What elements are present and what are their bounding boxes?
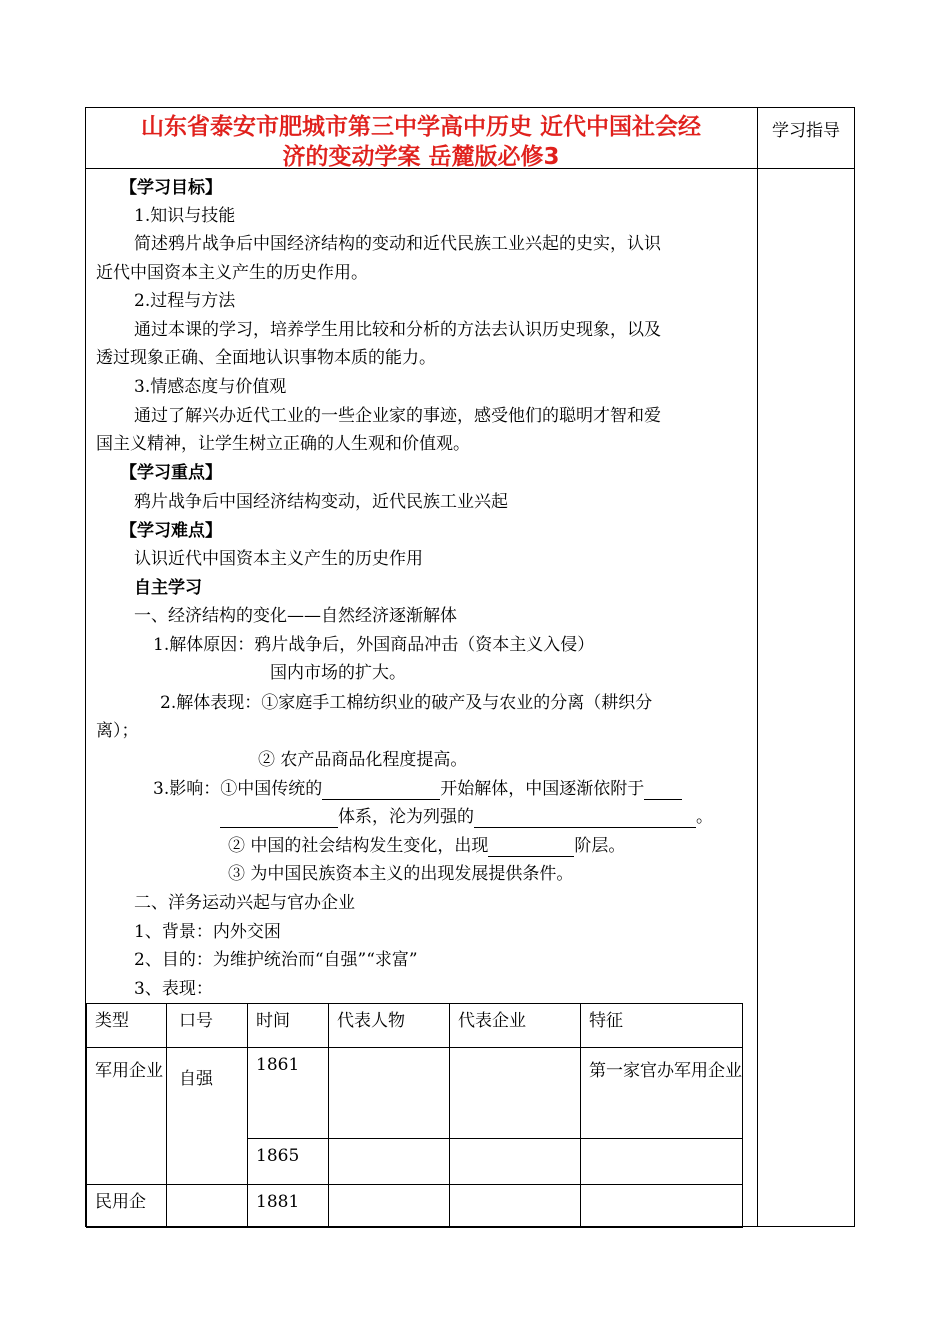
- cell-feature[interactable]: [581, 1185, 743, 1228]
- s1-effect-a-part1: 3.影响：①中国传统的: [153, 779, 323, 799]
- cell-feature: 第一家官办军用企业: [581, 1048, 743, 1139]
- blank-input-1[interactable]: [322, 781, 440, 800]
- cell-feature[interactable]: [581, 1139, 743, 1185]
- cell-time: 1865: [248, 1139, 329, 1185]
- table-header-row: [87, 1004, 743, 1048]
- blank-input-4[interactable]: [488, 838, 574, 857]
- cell-enterprise[interactable]: [450, 1185, 581, 1228]
- goal1-text-a: 简述鸦片战争后中国经济结构的变动和近代民族工业兴起的史实，认识: [134, 234, 661, 254]
- section1-title: 一、经济结构的变化——自然经济逐渐解体: [134, 606, 457, 626]
- cell-type-civil: 民用企: [87, 1185, 167, 1228]
- s1-effect-c-part1: ② 中国的社会结构发生变化，出现: [228, 836, 489, 856]
- enterprise-table: [86, 1003, 743, 1228]
- title-line-2: 济的变动学案 岳麓版必修3: [282, 144, 560, 170]
- self-study-heading: 自主学习: [134, 578, 202, 598]
- goal2-text-b: 透过现象正确、全面地认识事物本质的能力。: [96, 348, 436, 368]
- table-row: [87, 1185, 743, 1228]
- goal1-text-b: 近代中国资本主义产生的历史作用。: [96, 263, 368, 283]
- goals-heading: 【学习目标】: [120, 178, 222, 198]
- s1-effect-b-part2: 。: [696, 807, 713, 827]
- goal1-title: 1.知识与技能: [134, 206, 236, 226]
- blank-input-2b[interactable]: [220, 809, 338, 828]
- header-feature: 特征: [581, 1004, 743, 1048]
- goal2-text-a: 通过本课的学习，培养学生用比较和分析的方法去认识历史现象，以及: [134, 320, 661, 340]
- cell-slogan: 自强: [167, 1048, 248, 1185]
- s1-cause-b: 国内市场的扩大。: [270, 663, 406, 683]
- cell-person[interactable]: [329, 1139, 450, 1185]
- blank-input-3[interactable]: [474, 809, 696, 828]
- s1-cause-a: 1.解体原因：鸦片战争后，外国商品冲击（资本主义入侵）: [153, 635, 595, 655]
- title-line-1: 山东省泰安市肥城市第三中学高中历史 近代中国社会经: [140, 114, 701, 140]
- cell-slogan[interactable]: [167, 1185, 248, 1228]
- s1-effect-b-part1: 体系，沦为列强的: [338, 807, 474, 827]
- s1-effect-c: [228, 835, 625, 857]
- s1-effect-a-part2: 开始解体，中国逐渐依附于: [440, 779, 645, 799]
- cell-time: 1861: [248, 1048, 329, 1139]
- s1-effect-b: [220, 806, 713, 828]
- s1-show-c: ② 农产品商品化程度提高。: [258, 750, 468, 770]
- cell-time: 1881: [248, 1185, 329, 1228]
- cell-enterprise[interactable]: [450, 1048, 581, 1139]
- s2-purpose: 2、目的：为维护统治而“自强”“求富”: [134, 950, 418, 970]
- difficulty-text: 认识近代中国资本主义产生的历史作用: [134, 549, 423, 569]
- table-row: [87, 1048, 743, 1139]
- s2-background: 1、背景：内外交困: [134, 922, 281, 942]
- difficulty-heading: 【学习难点】: [120, 521, 222, 541]
- s1-effect-d: ③ 为中国民族资本主义的出现发展提供条件。: [228, 864, 574, 884]
- column-divider: [757, 107, 758, 1227]
- goal3-title: 3.情感态度与价值观: [134, 377, 287, 397]
- goal3-text-b: 国主义精神，让学生树立正确的人生观和价值观。: [96, 434, 470, 454]
- key-points-heading: 【学习重点】: [120, 463, 222, 483]
- blank-input-2a[interactable]: [644, 781, 682, 800]
- s1-show-b: 离）；: [96, 721, 139, 741]
- goal2-title: 2.过程与方法: [134, 291, 236, 311]
- key-points-text: 鸦片战争后中国经济结构变动，近代民族工业兴起: [134, 492, 508, 512]
- goal3-text-a: 通过了解兴办近代工业的一些企业家的事迹，感受他们的聪明才智和爱: [134, 406, 661, 426]
- s1-show-a: 2.解体表现：①家庭手工棉纺织业的破产及与农业的分离（耕织分: [160, 693, 653, 713]
- header-time: 时间: [248, 1004, 329, 1048]
- cell-person[interactable]: [329, 1048, 450, 1139]
- cell-enterprise[interactable]: [450, 1139, 581, 1185]
- header-slogan: 口号: [167, 1004, 248, 1048]
- s2-manifestation: 3、表现：: [134, 979, 213, 999]
- guide-column-header: 学习指导: [772, 121, 840, 141]
- s1-effect-a: [153, 778, 682, 800]
- cell-type-military: 军用企业: [87, 1048, 167, 1185]
- header-enterprise: 代表企业: [450, 1004, 581, 1048]
- s1-effect-c-part2: 阶层。: [574, 836, 626, 856]
- document-title: [90, 112, 752, 172]
- header-person: 代表人物: [329, 1004, 450, 1048]
- section2-title: 二、洋务运动兴起与官办企业: [134, 893, 355, 913]
- header-type: 类型: [87, 1004, 167, 1048]
- cell-person[interactable]: [329, 1185, 450, 1228]
